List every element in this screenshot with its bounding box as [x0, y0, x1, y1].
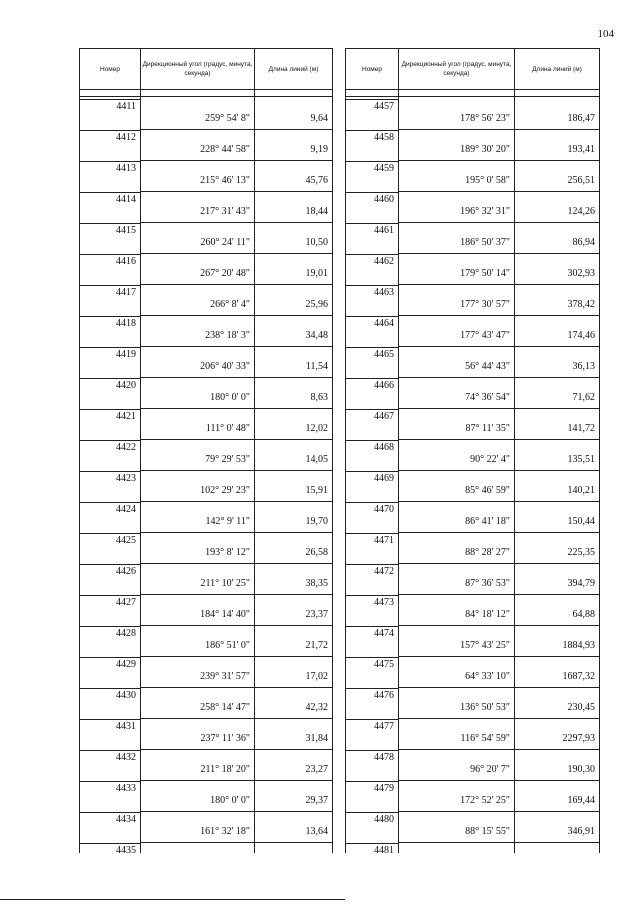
point-number: 4477 — [374, 721, 394, 732]
direction-angle: 258° 14' 47" — [141, 688, 254, 719]
direction-angle: 196° 32' 31" — [399, 192, 514, 223]
direction-angle: 84° 18' 12" — [399, 595, 514, 626]
point-number: 4472 — [374, 566, 394, 577]
direction-angle: 237° 11' 36" — [141, 719, 254, 750]
line-length: 13,64 — [255, 812, 332, 843]
line-length: 2297,93 — [515, 719, 599, 750]
direction-angle: 260° 24' 11" — [141, 223, 254, 254]
number-column — [346, 97, 398, 856]
line-length: 14,05 — [255, 440, 332, 471]
point-number: 4460 — [374, 194, 394, 205]
point-number: 4457 — [374, 101, 394, 112]
line-length: 8,63 — [255, 378, 332, 409]
point-number: 4462 — [374, 256, 394, 267]
direction-angle: 267° 20' 48" — [141, 254, 254, 285]
direction-angle: 238° 18' 3" — [141, 316, 254, 347]
point-number: 4417 — [116, 287, 136, 298]
line-length: 174,46 — [515, 316, 599, 347]
direction-angle: 116° 54' 59" — [399, 719, 514, 750]
page-number: 104 — [597, 28, 614, 40]
line-length: 34,48 — [255, 316, 332, 347]
table-header — [346, 49, 599, 90]
direction-angle: 211° 10' 25" — [141, 564, 254, 595]
line-length: 64,88 — [515, 595, 599, 626]
point-number: 4459 — [374, 163, 394, 174]
line-length: 394,79 — [515, 564, 599, 595]
point-number: 4411 — [116, 101, 136, 112]
line-length: 11,54 — [255, 347, 332, 378]
left-table — [79, 48, 333, 856]
point-number: 4418 — [116, 318, 136, 329]
header-spacer — [80, 90, 332, 97]
line-length: 17,02 — [255, 657, 332, 688]
direction-angle: 90° 22' 4" — [399, 440, 514, 471]
direction-angle: 189° 30' 20" — [399, 130, 514, 161]
line-length: 346,91 — [515, 812, 599, 843]
point-number: 4414 — [116, 194, 136, 205]
direction-angle: 88° 28' 27" — [399, 533, 514, 564]
line-length: 38,35 — [255, 564, 332, 595]
line-length: 140,21 — [515, 471, 599, 502]
header-spacer — [346, 90, 599, 97]
point-number: 4479 — [374, 783, 394, 794]
point-number: 4465 — [374, 349, 394, 360]
direction-angle: 266° 8' 4" — [141, 285, 254, 316]
point-number: 4421 — [116, 411, 136, 422]
point-number: 4458 — [374, 132, 394, 143]
point-number: 4461 — [374, 225, 394, 236]
line-length: 150,44 — [515, 502, 599, 533]
line-length: 141,72 — [515, 409, 599, 440]
line-length: 45,76 — [255, 161, 332, 192]
direction-angle: 217° 31' 43" — [141, 192, 254, 223]
number-column — [80, 97, 140, 856]
direction-angle: 184° 14' 40" — [141, 595, 254, 626]
point-number: 4434 — [116, 814, 136, 825]
direction-angle: 259° 54' 8" — [141, 99, 254, 130]
direction-angle: 206° 40' 33" — [141, 347, 254, 378]
line-length: 1687,32 — [515, 657, 599, 688]
line-length: 19,01 — [255, 254, 332, 285]
header-length: Длина линий (м) — [254, 49, 332, 89]
header-angle: Дирекционный угол (градус, минута, секунда) — [398, 49, 514, 89]
point-number: 4420 — [116, 380, 136, 391]
point-number: 4432 — [116, 752, 136, 763]
point-number: 4426 — [116, 566, 136, 577]
direction-angle: 111° 0' 48" — [141, 409, 254, 440]
point-number: 4467 — [374, 411, 394, 422]
table-header — [80, 49, 332, 90]
length-column — [254, 97, 332, 853]
point-number: 4429 — [116, 659, 136, 670]
direction-angle: 142° 9' 11" — [141, 502, 254, 533]
header-number: Номер — [99, 65, 120, 73]
header-angle: Дирекционный угол (градус, минута, секунда) — [140, 49, 254, 89]
point-number: 4476 — [374, 690, 394, 701]
direction-angle: 86° 41' 18" — [399, 502, 514, 533]
direction-angle: 179° 50' 14" — [399, 254, 514, 285]
line-length: 25,96 — [255, 285, 332, 316]
point-number: 4425 — [116, 535, 136, 546]
direction-angle: 177° 30' 57" — [399, 285, 514, 316]
direction-angle: 157° 43' 25" — [399, 626, 514, 657]
point-number: 4419 — [116, 349, 136, 360]
direction-angle: 215° 46' 13" — [141, 161, 254, 192]
point-number: 4422 — [116, 442, 136, 453]
header-number: Номер — [361, 65, 382, 73]
point-number: 4480 — [374, 814, 394, 825]
line-length: 124,26 — [515, 192, 599, 223]
point-number: 4427 — [116, 597, 136, 608]
direction-angle: 180° 0' 0" — [141, 781, 254, 812]
point-number: 4413 — [116, 163, 136, 174]
line-length: 186,47 — [515, 99, 599, 130]
point-number: 4431 — [116, 721, 136, 732]
point-number: 4474 — [374, 628, 394, 639]
point-number: 4428 — [116, 628, 136, 639]
length-column — [514, 97, 599, 853]
point-number: 4478 — [374, 752, 394, 763]
line-length: 169,44 — [515, 781, 599, 812]
direction-angle: 178° 56' 23" — [399, 99, 514, 130]
angle-column — [140, 97, 254, 853]
line-length: 225,35 — [515, 533, 599, 564]
direction-angle: 79° 29' 53" — [141, 440, 254, 471]
point-number: 4481 — [374, 845, 394, 856]
line-length: 193,41 — [515, 130, 599, 161]
direction-angle: 186° 51' 0" — [141, 626, 254, 657]
line-length: 302,93 — [515, 254, 599, 285]
point-number: 4424 — [116, 504, 136, 515]
point-number: 4423 — [116, 473, 136, 484]
direction-angle: 102° 29' 23" — [141, 471, 254, 502]
point-number: 4471 — [374, 535, 394, 546]
point-number: 4433 — [116, 783, 136, 794]
line-length: 9,19 — [255, 130, 332, 161]
direction-angle: 74° 36' 54" — [399, 378, 514, 409]
angle-column — [398, 97, 514, 853]
line-length: 378,42 — [515, 285, 599, 316]
line-length: 36,13 — [515, 347, 599, 378]
line-length: 230,45 — [515, 688, 599, 719]
point-number: 4412 — [116, 132, 136, 143]
direction-angle: 228° 44' 58" — [141, 130, 254, 161]
direction-angle: 85° 46' 59" — [399, 471, 514, 502]
point-number: 4466 — [374, 380, 394, 391]
direction-angle: 96° 20' 7" — [399, 750, 514, 781]
point-number: 4430 — [116, 690, 136, 701]
direction-angle: 211° 18' 20" — [141, 750, 254, 781]
line-length: 23,37 — [255, 595, 332, 626]
line-length: 86,94 — [515, 223, 599, 254]
line-length: 12,02 — [255, 409, 332, 440]
point-number: 4473 — [374, 597, 394, 608]
direction-angle: 177° 43' 47" — [399, 316, 514, 347]
right-table — [345, 48, 600, 856]
line-length: 18,44 — [255, 192, 332, 223]
line-length: 21,72 — [255, 626, 332, 657]
header-length: Длина линий (м) — [514, 49, 599, 89]
line-length: 1884,93 — [515, 626, 599, 657]
direction-angle: 56° 44' 43" — [399, 347, 514, 378]
direction-angle: 195° 0' 58" — [399, 161, 514, 192]
direction-angle: 193° 8' 12" — [141, 533, 254, 564]
point-number: 4464 — [374, 318, 394, 329]
line-length: 26,58 — [255, 533, 332, 564]
direction-angle: 172° 52' 25" — [399, 781, 514, 812]
line-length: 9,64 — [255, 99, 332, 130]
line-length: 15,91 — [255, 471, 332, 502]
line-length: 71,62 — [515, 378, 599, 409]
direction-angle: 87° 11' 35" — [399, 409, 514, 440]
point-number: 4415 — [116, 225, 136, 236]
line-length: 31,84 — [255, 719, 332, 750]
point-number: 4475 — [374, 659, 394, 670]
direction-angle: 88° 15' 55" — [399, 812, 514, 843]
line-length: 19,70 — [255, 502, 332, 533]
direction-angle: 239° 31' 57" — [141, 657, 254, 688]
direction-angle: 161° 32' 18" — [141, 812, 254, 843]
direction-angle: 180° 0' 0" — [141, 378, 254, 409]
table-body — [80, 97, 332, 856]
point-number: 4469 — [374, 473, 394, 484]
point-number: 4463 — [374, 287, 394, 298]
point-number: 4470 — [374, 504, 394, 515]
line-length: 10,50 — [255, 223, 332, 254]
point-number: 4468 — [374, 442, 394, 453]
table-body — [346, 97, 599, 856]
line-length: 23,27 — [255, 750, 332, 781]
footer-rule — [0, 899, 345, 900]
line-length: 42,32 — [255, 688, 332, 719]
line-length: 29,37 — [255, 781, 332, 812]
direction-angle: 87° 36' 53" — [399, 564, 514, 595]
point-number: 4416 — [116, 256, 136, 267]
line-length: 190,30 — [515, 750, 599, 781]
direction-angle: 186° 50' 37" — [399, 223, 514, 254]
line-length: 135,51 — [515, 440, 599, 471]
direction-angle: 64° 33' 10" — [399, 657, 514, 688]
direction-angle: 136° 50' 53" — [399, 688, 514, 719]
point-number: 4435 — [116, 845, 136, 856]
line-length: 256,51 — [515, 161, 599, 192]
